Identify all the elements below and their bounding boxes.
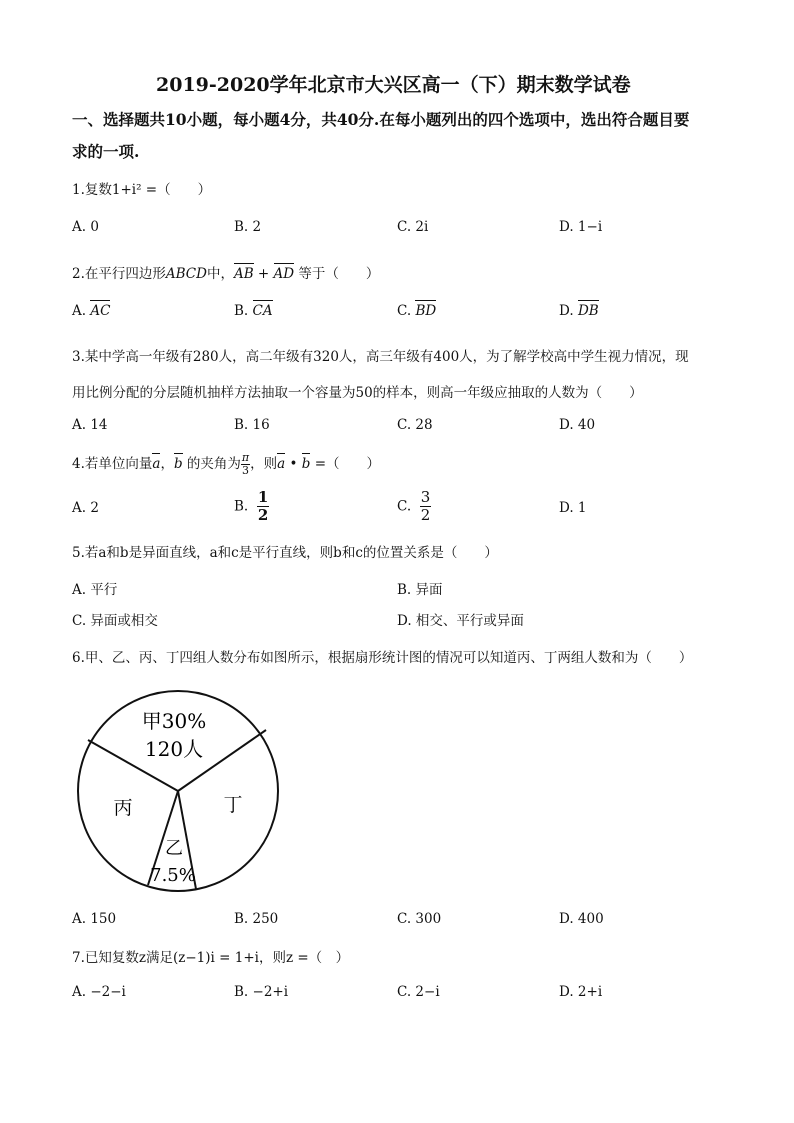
question-2-prefix: 2.在平行四边形 [72, 266, 166, 282]
question-6-stem: 6.甲、乙、丙、丁四组人数分布如图所示，根据扇形统计图的情况可以知道丙、丁两组人数和为（ ） [72, 650, 693, 666]
question-7-option-a: A. −2−i [72, 984, 126, 1000]
question-2-option-d [559, 303, 599, 319]
question-1-option-b: B. 2 [234, 219, 262, 235]
option-label: C. [397, 498, 412, 515]
fraction-denominator: 2 [257, 506, 269, 524]
option-vector: BD [415, 303, 437, 319]
option-fraction [257, 489, 269, 524]
page-title: 2019-2020学年北京市大兴区高一（下）期末数学试卷 [156, 74, 631, 96]
question-7-option-b: B. −2+i [234, 984, 289, 1000]
question-1-option-a: A. 0 [72, 219, 99, 235]
section-heading-line1: 一、选择题共10小题，每小题4分，共40分.在每小题列出的四个选项中，选出符合题目要 [72, 110, 690, 129]
question-2-vector-ab: AB [233, 266, 254, 282]
question-6-option-b: B. 250 [234, 911, 279, 927]
question-3-option-d: D. 40 [559, 417, 596, 433]
question-5-option-d: D. 相交、平行或异面 [397, 613, 524, 629]
question-3-option-a: A. 14 [72, 417, 108, 433]
pie-label-yi-line2: 7.5% [150, 865, 196, 886]
question-2-suffix: 等于（ ） [294, 266, 380, 282]
question-3-stem-line2: 用比例分配的分层随机抽样方法抽取一个容量为50的样本，则高一年级应抽取的人数为（ ） [72, 385, 643, 401]
fraction-numerator: 3 [420, 488, 431, 506]
question-2-option-c [397, 303, 436, 319]
question-4-mid: 的夹角为 [182, 456, 241, 472]
fraction-denominator: 3 [242, 464, 250, 477]
pie-label-ding: 丁 [223, 794, 243, 816]
pie-chart [70, 688, 290, 896]
option-label: D. [559, 303, 574, 319]
question-5-option-a: A. 平行 [72, 582, 118, 598]
question-1-option-c: C. 2i [397, 219, 429, 235]
option-fraction [420, 489, 432, 524]
option-vector: CA [252, 303, 273, 319]
question-3-stem-line1: 3.某中学高一年级有280人，高二年级有320人，高三年级有400人，为了解学校高中学生视力情况，现 [72, 349, 689, 365]
question-4-angle-fraction [241, 452, 250, 477]
question-4-stem [72, 452, 380, 477]
fraction-numerator: 1 [257, 488, 269, 506]
question-4-vector-a2: a [277, 456, 286, 472]
question-6-option-d: D. 400 [559, 911, 604, 927]
pie-label-jia-line2: 120人 [144, 737, 204, 761]
question-4-option-c [397, 489, 431, 524]
question-5-option-c: C. 异面或相交 [72, 613, 158, 629]
question-4-vector-b2: b [301, 456, 311, 472]
question-4-prefix: 4.若单位向量 [72, 456, 153, 472]
question-7-option-c: C. 2−i [397, 984, 440, 1000]
question-3-option-b: B. 16 [234, 417, 270, 433]
question-4-option-b [234, 489, 269, 524]
option-vector: AC [90, 303, 111, 319]
question-7-stem: 7.已知复数z满足(z−1)i = 1+i，则z =（ ） [72, 950, 350, 966]
question-4-mid2: ，则 [250, 456, 278, 472]
option-label: C. [397, 303, 412, 319]
pie-label-yi-line1: 乙 [165, 838, 183, 859]
question-4-vector-a: a [152, 456, 161, 472]
question-6-option-c: C. 300 [397, 911, 442, 927]
question-6-option-a: A. 150 [72, 911, 117, 927]
question-4-option-d: D. 1 [559, 500, 587, 516]
option-label: B. [234, 303, 249, 319]
option-label: A. [72, 303, 87, 319]
section-heading-line2: 求的一项. [72, 142, 140, 161]
option-label: B. [234, 498, 249, 515]
question-2-var: ABCD [165, 266, 207, 282]
question-4-suffix: =（ ） [310, 456, 381, 472]
question-5-option-b: B. 异面 [397, 582, 443, 598]
question-7-option-d: D. 2+i [559, 984, 603, 1000]
question-4-option-a: A. 2 [72, 500, 99, 516]
question-2-option-b [234, 303, 273, 319]
question-1-option-d: D. 1−i [559, 219, 603, 235]
option-vector: DB [577, 303, 599, 319]
question-2-option-a [72, 303, 110, 319]
question-2-plus: + [253, 266, 274, 282]
question-3-option-c: C. 28 [397, 417, 433, 433]
question-4-vector-b: b [173, 456, 183, 472]
question-2-stem [72, 262, 379, 282]
pie-label-jia-line1: 甲30% [141, 709, 207, 733]
question-4-dot: • [285, 456, 302, 472]
question-2-mid: 中， [206, 266, 234, 282]
fraction-denominator: 2 [420, 506, 431, 524]
question-5-stem: 5.若a和b是异面直线，a和c是平行直线，则b和c的位置关系是（ ） [72, 545, 498, 561]
question-2-vector-ad: AD [273, 266, 295, 282]
pie-label-bing: 丙 [113, 797, 133, 819]
question-4-sep: ， [160, 456, 174, 472]
fraction-numerator: π [241, 451, 250, 464]
question-1-stem: 1.复数1+i² =（ ） [72, 182, 212, 198]
